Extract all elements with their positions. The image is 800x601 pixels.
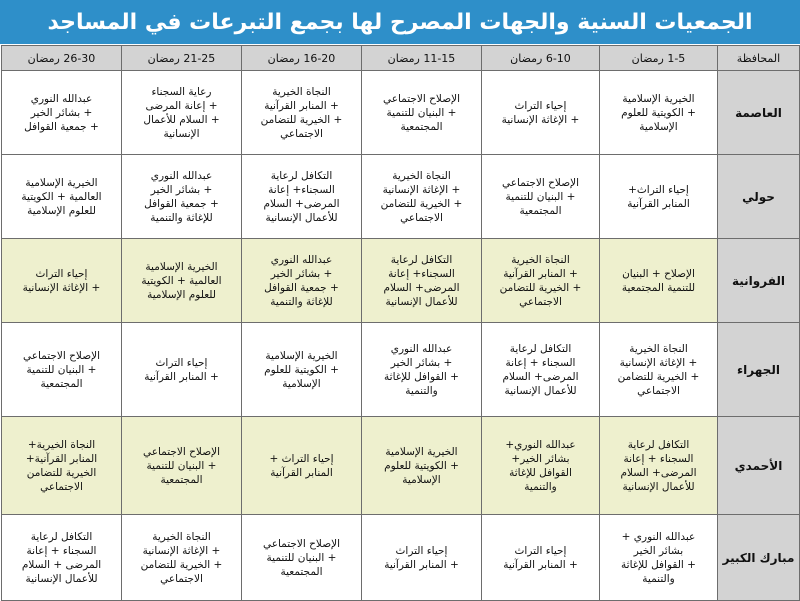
table-cell: التكافل لرعاية السجناء + إعانة المرضى+ السلام للأعمال الإنسانية [600, 417, 718, 515]
table-cell: عبدالله النوري + بشائر الخير + القوافل للإغاثة والتنمية [362, 323, 482, 417]
header-period-4: 16-20 رمضان [242, 46, 362, 71]
table-row [2, 323, 800, 417]
table-cell: الخيرية الإسلامية + الكويتية للعلوم الإسلامية [362, 417, 482, 515]
table-cell: الإصلاح الاجتماعي + البنيان للتنمية المجتمعية [482, 155, 600, 239]
header-period-3: 11-15 رمضان [362, 46, 482, 71]
page-title: الجمعيات السنية والجهات المصرح لها بجمع التبرعات في المساجد [47, 9, 753, 35]
title-bar [0, 0, 800, 44]
table-cell: الخيرية الإسلامية العالمية + الكويتية للعلوم الإسلامية [2, 155, 122, 239]
table-cell: الإصلاح الاجتماعي + البنيان للتنمية المجتمعية [122, 417, 242, 515]
table-cell: الإصلاح الاجتماعي + البنيان للتنمية المجتمعية [2, 323, 122, 417]
table-cell: النجاة الخيرية+ المنابر القرآنية+ الخيرية للتضامن الاجتماعي [2, 417, 122, 515]
table-row [2, 515, 800, 601]
table-cell: عبدالله النوري+ بشائر الخير+ القوافل للإغاثة والتنمية [482, 417, 600, 515]
table-cell: الخيرية الإسلامية العالمية + الكويتية للعلوم الإسلامية [122, 239, 242, 323]
governorate-cell: مبارك الكبير [718, 515, 800, 601]
header-row [2, 46, 800, 71]
governorate-cell: الفروانية [718, 239, 800, 323]
table-cell: إحياء التراث + الإغاثة الإنسانية [2, 239, 122, 323]
governorate-cell: الأحمدي [718, 417, 800, 515]
table-cell: الإصلاح الاجتماعي + البنيان للتنمية المجتمعية [242, 515, 362, 601]
table-row [2, 417, 800, 515]
governorate-cell: حولي [718, 155, 800, 239]
table-cell: التكافل لرعاية السجناء + إعانة المرضى+ السلام للأعمال الإنسانية [482, 323, 600, 417]
table-cell: عبدالله النوري + بشائر الخير + جمعية القوافل للإغاثة والتنمية [242, 239, 362, 323]
table-row [2, 155, 800, 239]
table-cell: إحياء التراث + المنابر القرآنية [362, 515, 482, 601]
table-cell: التكافل لرعاية السجناء + إعانة المرضى + السلام للأعمال الإنسانية [2, 515, 122, 601]
governorate-cell: الجهراء [718, 323, 800, 417]
table-cell: رعاية السجناء + إعانة المرضى + السلام للأعمال الإنسانية [122, 71, 242, 155]
table-cell: النجاة الخيرية + الإغاثة الإنسانية + الخيرية للتضامن الاجتماعي [122, 515, 242, 601]
header-governorate: المحافظة [718, 46, 800, 71]
table-cell: الخيرية الإسلامية + الكويتية للعلوم الإسلامية [600, 71, 718, 155]
table-cell: إحياء التراث + الإغاثة الإنسانية [482, 71, 600, 155]
table-cell: إحياء التراث + المنابر القرآنية [122, 323, 242, 417]
header-period-6: 26-30 رمضان [2, 46, 122, 71]
header-period-2: 6-10 رمضان [482, 46, 600, 71]
table-cell: النجاة الخيرية + المنابر القرآنية + الخيرية للتضامن الاجتماعي [482, 239, 600, 323]
table-cell: إحياء التراث+ المنابر القرآنية [600, 155, 718, 239]
table-cell: الإصلاح الاجتماعي + البنيان للتنمية المجتمعية [362, 71, 482, 155]
table-cell: الإصلاح + البنيان للتنمية المجتمعية [600, 239, 718, 323]
table-cell: عبدالله النوري + بشائر الخير + جمعية القوافل للإغاثة والتنمية [122, 155, 242, 239]
table-cell: الخيرية الإسلامية + الكويتية للعلوم الإسلامية [242, 323, 362, 417]
table-cell: النجاة الخيرية + الإغاثة الإنسانية + الخيرية للتضامن الاجتماعي [600, 323, 718, 417]
table-cell: التكافل لرعاية السجناء+ إعانة المرضى+ السلام للأعمال الإنسانية [242, 155, 362, 239]
schedule-table [1, 45, 800, 601]
table-row [2, 239, 800, 323]
table-row [2, 71, 800, 155]
header-period-5: 21-25 رمضان [122, 46, 242, 71]
header-period-1: 1-5 رمضان [600, 46, 718, 71]
table-cell: النجاة الخيرية + الإغاثة الإنسانية + الخيرية للتضامن الاجتماعي [362, 155, 482, 239]
governorate-cell: العاصمة [718, 71, 800, 155]
table-cell: عبدالله النوري + بشائر الخير + القوافل للإغاثة والتنمية [600, 515, 718, 601]
table-cell: عبدالله النوري + بشائر الخير + جمعية القوافل [2, 71, 122, 155]
table-cell: التكافل لرعاية السجناء+ إعانة المرضى+ السلام للأعمال الإنسانية [362, 239, 482, 323]
table-cell: إحياء التراث + المنابر القرآنية [482, 515, 600, 601]
table-cell: النجاة الخيرية + المنابر القرآنية + الخيرية للتضامن الاجتماعي [242, 71, 362, 155]
table-cell: إحياء التراث + المنابر القرآنية [242, 417, 362, 515]
